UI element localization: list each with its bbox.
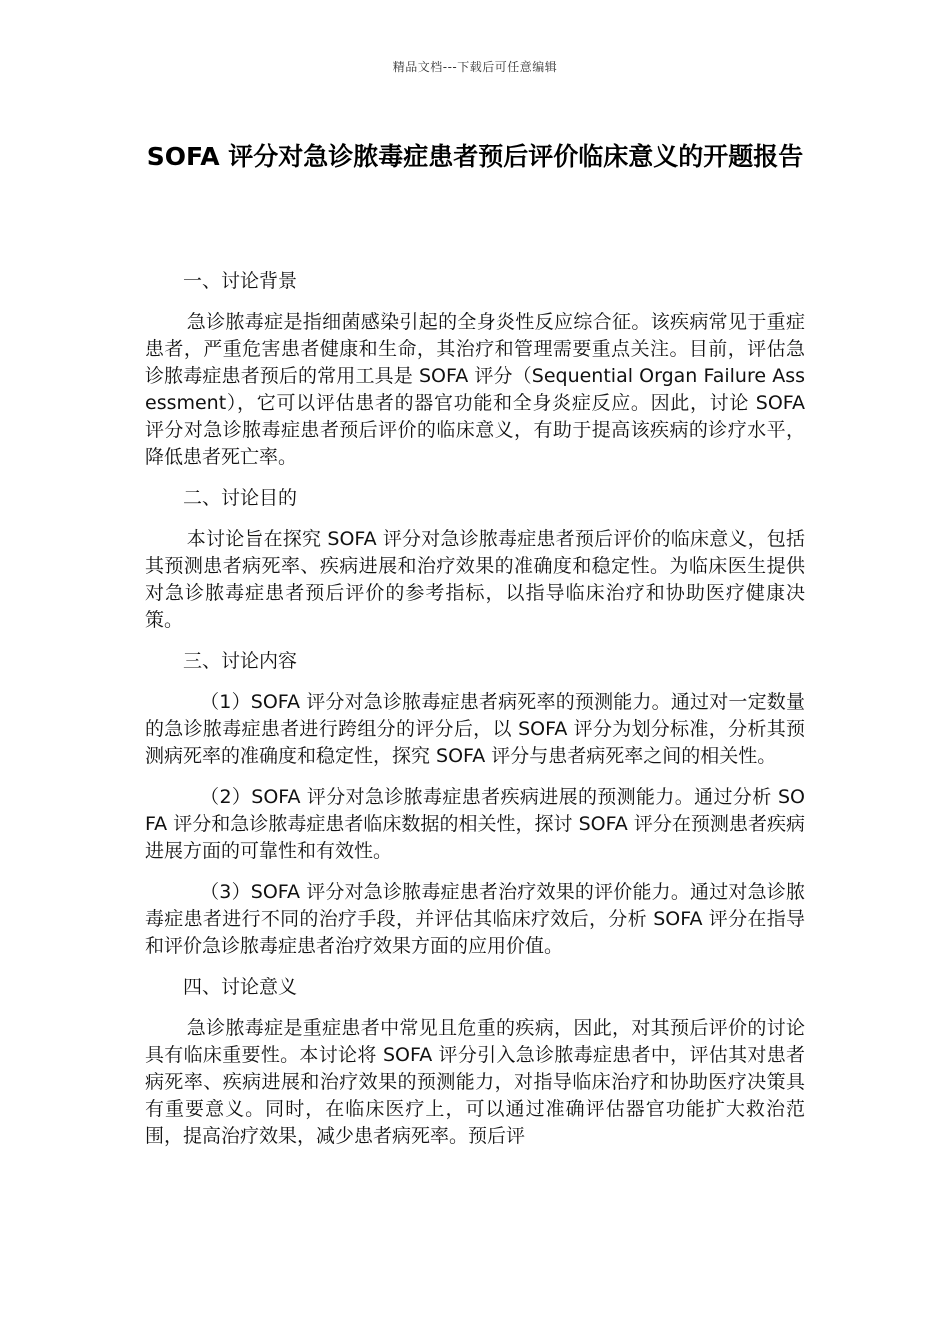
paragraph: 急诊脓毒症是重症患者中常见且危重的疾病，因此，对其预后评价的讨论具有临床重要性。本讨论将 SOFA 评分引入急诊脓毒症患者中，评估其对患者病死率、疾病进展和治疗效果的预测能力，对指导临床治疗和协助医疗决策具有重要意义。同时，在临床医疗上，可以通过准确评估器官功能扩大救治范围，提高治疗效果，减少患者病死率。预后评: [145, 1017, 805, 1147]
section-heading: 三、讨论内容: [183, 650, 298, 672]
paragraph: （3）SOFA 评分对急诊脓毒症患者治疗效果的评价能力。通过对急诊脓毒症患者进行不同的治疗手段，并评估其临床疗效后，分析 SOFA 评分在指导和评价急诊脓毒症患者治疗效果方面的应用价值。: [145, 881, 805, 957]
section-background: [145, 268, 805, 471]
document-body: [145, 268, 805, 1164]
paragraph: （2）SOFA 评分对急诊脓毒症患者疾病进展的预测能力。通过分析 SOFA 评分和急诊脓毒症患者临床数据的相关性，探讨 SOFA 评分在预测患者疾病进展方面的可靠性和有效性。: [145, 786, 805, 862]
section-heading: 四、讨论意义: [183, 976, 298, 998]
section-heading: 二、讨论目的: [183, 487, 298, 509]
paragraph: （1）SOFA 评分对急诊脓毒症患者病死率的预测能力。通过对一定数量的急诊脓毒症患者进行跨组分的评分后，以 SOFA 评分为划分标准，分析其预测病死率的准确度和稳定性，探究 SOFA 评分与患者病死率之间的相关性。: [145, 691, 805, 767]
section-heading: 一、讨论背景: [183, 270, 298, 292]
header-note: 精品文档---下载后可任意编辑: [392, 60, 558, 74]
paragraph: 本讨论旨在探究 SOFA 评分对急诊脓毒症患者预后评价的临床意义，包括其预测患者病死率、疾病进展和治疗效果的准确度和稳定性。为临床医生提供对急诊脓毒症患者预后评价的参考指标，以指导临床治疗和协助医疗健康决策。: [145, 528, 805, 631]
section-content: [145, 648, 805, 960]
paragraph: 急诊脓毒症是指细菌感染引起的全身炎性反应综合征。该疾病常见于重症患者，严重危害患者健康和生命，其治疗和管理需要重点关注。目前，评估急诊脓毒症患者预后的常用工具是 SOFA 评分（Sequential Organ Failure Assessment），它可以评估患者的器官功能和全身炎症反应。因此，讨论 SOFA 评分对急诊脓毒症患者预后评价的临床意义，有助于提高该疾病的诊疗水平，降低患者死亡率。: [145, 311, 805, 468]
document-title: SOFA 评分对急诊脓毒症患者预后评价临床意义的开题报告: [146, 142, 804, 171]
section-significance: [145, 974, 805, 1150]
section-purpose: [145, 485, 805, 634]
